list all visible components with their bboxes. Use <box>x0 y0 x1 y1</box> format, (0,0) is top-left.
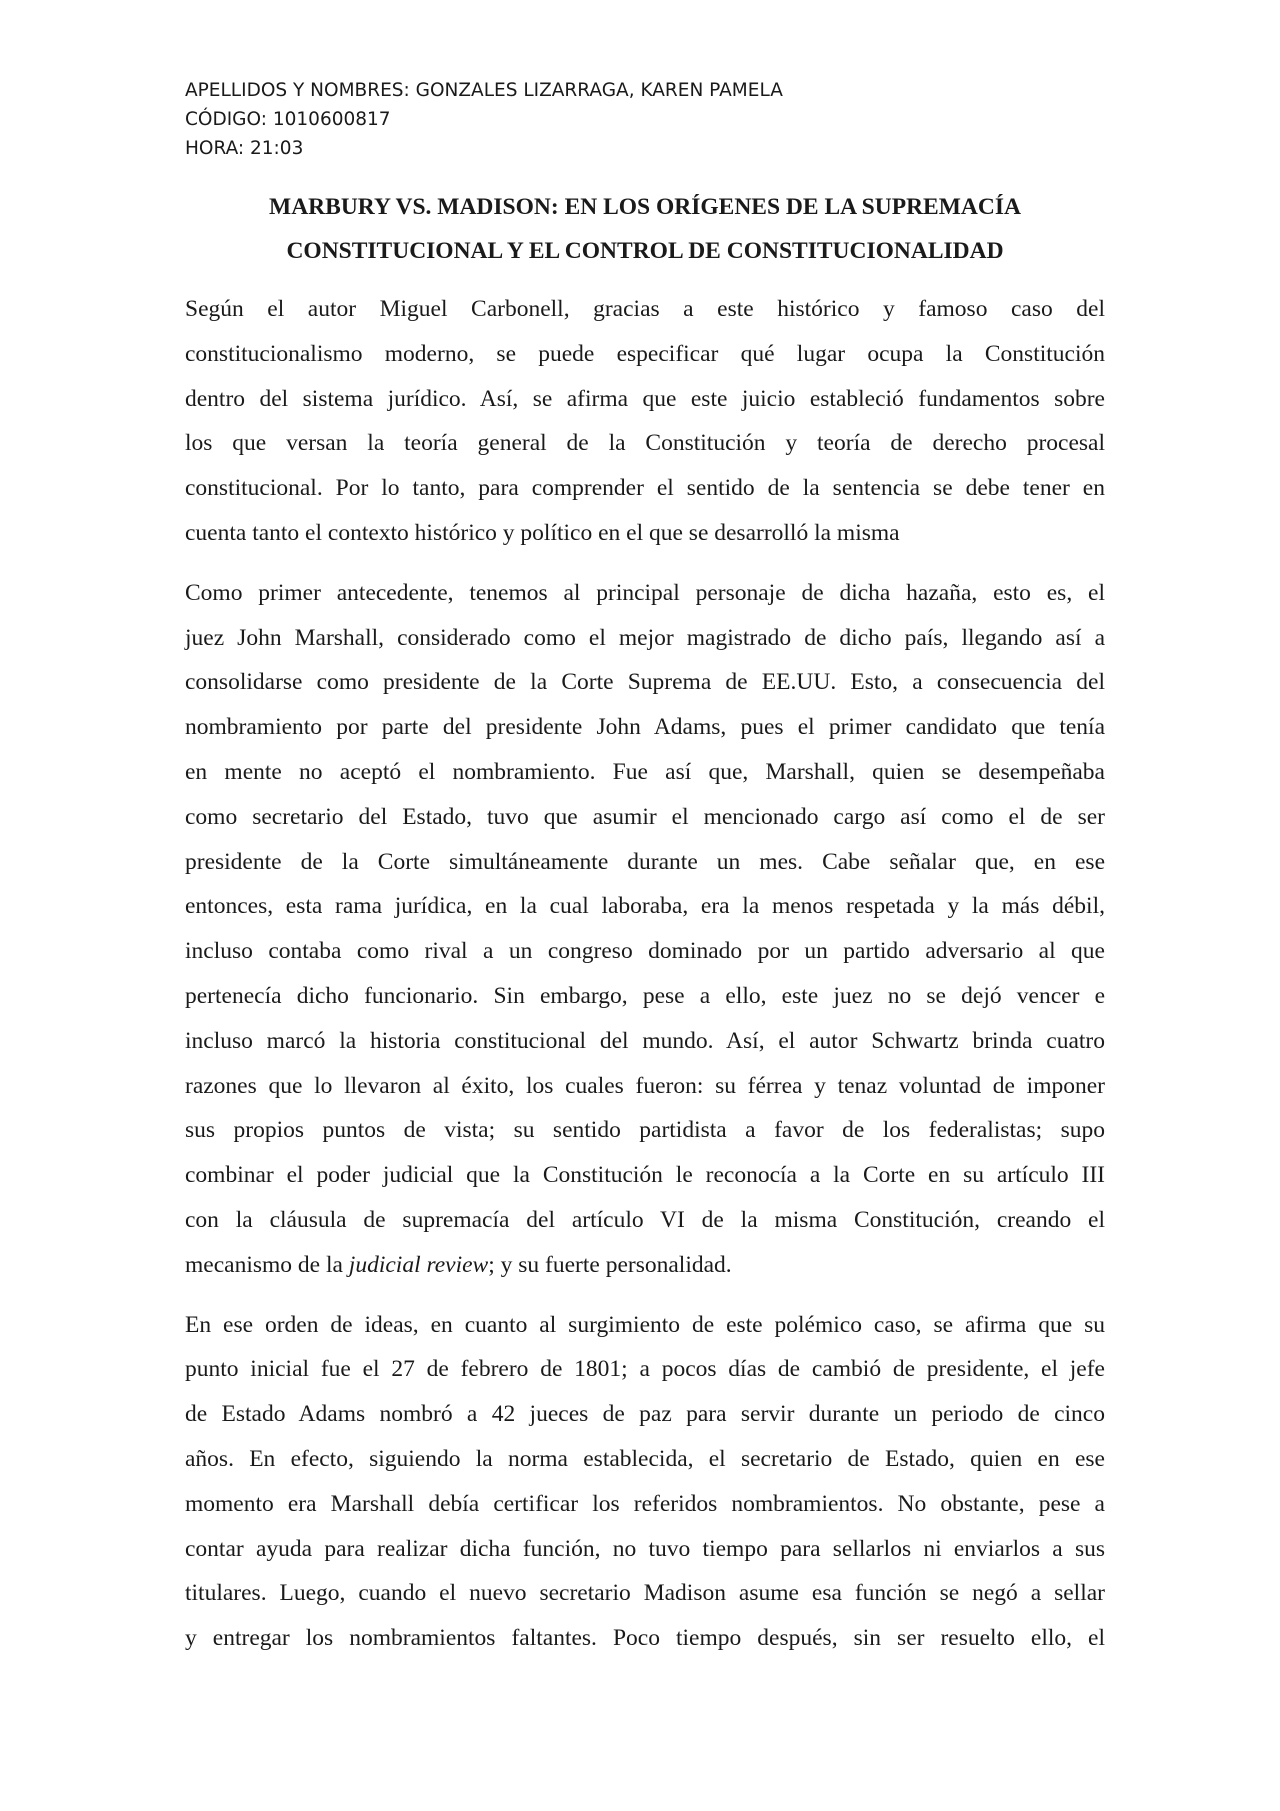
text-line: con la cláusula de supremacía del artículo VI de la misma Constitución, creando el <box>185 1206 1105 1233</box>
text-line: juez John Marshall, considerado como el mejor magistrado de dicho país, llegando así a <box>185 624 1105 651</box>
paragraph-3 <box>185 1303 1105 1661</box>
text-line: incluso contaba como rival a un congreso dominado por un partido adversario al que <box>185 938 1105 965</box>
student-code: CÓDIGO: 1010600817 <box>185 109 391 130</box>
student-names: APELLIDOS Y NOMBRES: GONZALES LIZARRAGA, KAREN PAMELA <box>185 80 783 101</box>
text-line: consolidarse como presidente de la Corte Suprema de EE.UU. Esto, a consecuencia del <box>185 669 1105 696</box>
text-line: como secretario del Estado, tuvo que asumir el mencionado cargo así como el de ser <box>185 803 1105 830</box>
text-line: En ese orden de ideas, en cuanto al surgimiento de este polémico caso, se afirma que su <box>185 1311 1105 1338</box>
title-line-2: CONSTITUCIONAL Y EL CONTROL DE CONSTITUCIONALIDAD <box>286 238 1004 264</box>
text-line: dentro del sistema jurídico. Así, se afirma que este juicio estableció fundamentos sobre <box>185 385 1105 412</box>
text-line: y entregar los nombramientos faltantes. Poco tiempo después, sin ser resuelto ello, el <box>185 1625 1105 1652</box>
text-line: en mente no aceptó el nombramiento. Fue así que, Marshall, quien se desempeñaba <box>185 758 1105 785</box>
document-page <box>185 76 1105 1676</box>
text-line: constitucionalismo moderno, se puede especificar qué lugar ocupa la Constitución <box>185 340 1105 367</box>
text-fragment: mecanismo de la <box>185 1251 349 1278</box>
title-line-1: MARBURY VS. MADISON: EN LOS ORÍGENES DE LA SUPREMACÍA <box>269 194 1021 220</box>
text-line: entonces, esta rama jurídica, en la cual laboraba, era la menos respetada y la más débil, <box>185 893 1105 920</box>
text-line: pertenecía dicho funcionario. Sin embargo, pese a ello, este juez no se dejó vencer e <box>185 982 1105 1009</box>
submission-time: HORA: 21:03 <box>185 138 304 159</box>
document-title <box>185 185 1105 273</box>
text-line: punto inicial fue el 27 de febrero de 1801; a pocos días de cambió de presidente, el jefe <box>185 1356 1105 1383</box>
text-fragment: ; y su fuerte personalidad. <box>488 1251 732 1278</box>
text-line: cuenta tanto el contexto histórico y político en el que se desarrolló la misma <box>185 519 900 546</box>
paragraph-2 <box>185 571 1105 1288</box>
text-line: constitucional. Por lo tanto, para comprender el sentido de la sentencia se debe tener en <box>185 475 1105 502</box>
text-line: sus propios puntos de vista; su sentido partidista a favor de los federalistas; supo <box>185 1117 1105 1144</box>
text-line: de Estado Adams nombró a 42 jueces de paz para servir durante un periodo de cinco <box>185 1401 1105 1428</box>
text-line: Como primer antecedente, tenemos al principal personaje de dicha hazaña, esto es, el <box>185 579 1105 606</box>
text-line: nombramiento por parte del presidente John Adams, pues el primer candidato que tenía <box>185 714 1105 741</box>
text-line: momento era Marshall debía certificar los referidos nombramientos. No obstante, pese a <box>185 1490 1105 1517</box>
text-line: razones que lo llevaron al éxito, los cuales fueron: su férrea y tenaz voluntad de imponer <box>185 1072 1105 1099</box>
text-line: combinar el poder judicial que la Constitución le reconocía a la Corte en su artículo III <box>185 1162 1105 1189</box>
text-line: contar ayuda para realizar dicha función, no tuvo tiempo para sellarlos ni enviarlos a sus <box>185 1535 1105 1562</box>
text-line: titulares. Luego, cuando el nuevo secretario Madison asume esa función se negó a sellar <box>185 1580 1105 1607</box>
text-line: presidente de la Corte simultáneamente durante un mes. Cabe señalar que, en ese <box>185 848 1105 875</box>
text-line: Según el autor Miguel Carbonell, gracias a este histórico y famoso caso del <box>185 296 1105 322</box>
text-line <box>185 1243 1105 1288</box>
text-line: años. En efecto, siguiendo la norma establecida, el secretario de Estado, quien en ese <box>185 1445 1105 1472</box>
italic-term: judicial review <box>348 1251 489 1278</box>
paragraph-1 <box>185 287 1105 556</box>
text-line: los que versan la teoría general de la Constitución y teoría de derecho procesal <box>185 430 1105 457</box>
text-line: incluso marcó la historia constitucional del mundo. Así, el autor Schwartz brinda cuatro <box>185 1027 1105 1054</box>
